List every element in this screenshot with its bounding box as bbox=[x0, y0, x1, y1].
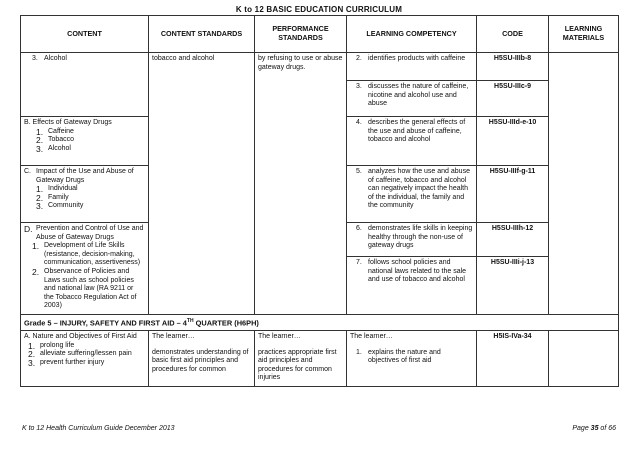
section-heading: C. Impact of the Use and Abuse of Gateway Drugs bbox=[24, 168, 134, 184]
content-cell bbox=[21, 81, 149, 117]
list-item: 1. prolong life bbox=[28, 340, 75, 351]
competency-number: 3. bbox=[356, 83, 362, 90]
competency-cell bbox=[347, 257, 477, 315]
header-content-standards: CONTENT STANDARDS bbox=[149, 16, 255, 53]
competency-cell bbox=[347, 117, 477, 166]
competency-text: discusses the nature of caffeine, nicotine and alcohol use and abuse bbox=[368, 83, 469, 108]
item-text: Alcohol bbox=[44, 55, 67, 62]
performance-standard-text: by refusing to use or abuse gateway drugs. bbox=[258, 55, 343, 71]
header-content: CONTENT bbox=[21, 16, 149, 53]
code-cell: H5SU-IIIh-12 bbox=[477, 223, 549, 257]
curriculum-table bbox=[20, 15, 619, 387]
competency-text: demonstrates life skills in keeping healthy through the non-use of gateway drugs bbox=[368, 225, 473, 250]
content-standard-cell bbox=[149, 53, 255, 315]
materials-cell bbox=[549, 331, 619, 387]
code-cell: H5SU-IIIc-9 bbox=[477, 81, 549, 117]
competency-number: 5. bbox=[356, 168, 362, 175]
list-item: 3. prevent further injury bbox=[28, 357, 105, 368]
content-cell bbox=[21, 223, 149, 315]
competency-text: identifies products with caffeine bbox=[368, 55, 466, 62]
performance-standard-cell: The learner… practices appropriate first aid principles and procedures for common injuries bbox=[255, 331, 347, 387]
footer-page-number: Page 35 of 66 bbox=[572, 425, 616, 432]
table-row bbox=[21, 53, 619, 81]
code-cell: H5SU-IIIb-8 bbox=[477, 53, 549, 81]
list-item: 2. Observance of Policies and Laws such as school policies and national law (RA 9211 or the Tobacco Regulation Act of 2003) bbox=[32, 266, 137, 310]
document-title: K to 12 BASIC EDUCATION CURRICULUM bbox=[235, 5, 403, 14]
competency-cell bbox=[347, 166, 477, 223]
content-cell bbox=[21, 166, 149, 223]
list-item: 3. Alcohol bbox=[36, 143, 71, 154]
header-learning-materials: LEARNING MATERIALS bbox=[549, 16, 619, 53]
content-cell bbox=[21, 117, 149, 166]
content-standard-cell: The learner… demonstrates understanding of basic first aid principles and procedures for common bbox=[149, 331, 255, 387]
list-item: 2. alleviate suffering/lessen pain bbox=[28, 349, 132, 360]
code-cell: H5SU-IIId-e-10 bbox=[477, 117, 549, 166]
list-item: 3. Community bbox=[36, 201, 84, 212]
performance-standard-cell bbox=[255, 53, 347, 315]
content-standard-text: tobacco and alcohol bbox=[152, 55, 215, 62]
header-performance-standards: PERFORMANCE STANDARDS bbox=[255, 16, 347, 53]
section-heading: B. Effects of Gateway Drugs bbox=[24, 119, 112, 126]
competency-cell bbox=[347, 81, 477, 117]
competency-number: 7. bbox=[356, 259, 362, 266]
code-cell: H5IS-IVa-34 bbox=[477, 331, 549, 387]
section-heading: D. Prevention and Control of Use and Abuse of Gateway Drugs bbox=[24, 224, 144, 241]
competency-number: 1. bbox=[356, 348, 362, 356]
competency-text: describes the general effects of the use and abuse of caffeine, tobacco and alcohol bbox=[368, 119, 466, 144]
competency-cell bbox=[347, 223, 477, 257]
list-item: 1. Caffeine bbox=[36, 126, 74, 137]
header-learning-competency: LEARNING COMPETENCY bbox=[347, 16, 477, 53]
grade-quarter-row bbox=[21, 315, 619, 331]
section-heading: A. Nature and Objectives of First Aid bbox=[24, 333, 137, 341]
table-header-row bbox=[21, 16, 619, 53]
code-cell: H5SU-IIIi-j-13 bbox=[477, 257, 549, 315]
list-item: 1. Individual bbox=[36, 184, 78, 195]
competency-cell: The learner… 1. explains the nature and objectives of first aid bbox=[347, 331, 477, 387]
header-code: CODE bbox=[477, 16, 549, 53]
table-row bbox=[21, 331, 619, 387]
competency-number: 2. bbox=[356, 55, 362, 62]
materials-cell bbox=[549, 53, 619, 315]
list-item: 1. Development of Life Skills (resistance, decision-making, communication, assertiveness) bbox=[32, 241, 141, 267]
competency-cell bbox=[347, 53, 477, 81]
competency-text: follows school policies and national laws related to the sale and use of tobacco and alcohol bbox=[368, 259, 467, 284]
competency-number: 4. bbox=[356, 119, 362, 126]
content-cell bbox=[21, 331, 149, 387]
footer-guide-title: K to 12 Health Curriculum Guide December 2013 bbox=[22, 425, 175, 432]
content-standard-text: demonstrates understanding of basic first aid principles and procedures for common bbox=[152, 348, 249, 373]
list-item: 2. Tobacco bbox=[36, 135, 75, 146]
code-cell: H5SU-IIIf-g-11 bbox=[477, 166, 549, 223]
list-item: 2. Family bbox=[36, 192, 69, 203]
competency-text: explains the nature and objectives of first aid bbox=[368, 348, 441, 365]
performance-standard-text: practices appropriate first aid principles and procedures for common injuries bbox=[258, 348, 337, 382]
competency-number: 6. bbox=[356, 225, 362, 232]
grade-quarter-heading: Grade 5 – INJURY, SAFETY AND FIRST AID – 4TH QUARTER (H6PH) bbox=[21, 315, 619, 331]
content-cell bbox=[21, 53, 149, 81]
item-number: 3. bbox=[32, 55, 38, 62]
competency-text: analyzes how the use and abuse of caffeine, tobacco and alcohol can negatively impact the health of the individual, the family and the community bbox=[368, 168, 470, 210]
